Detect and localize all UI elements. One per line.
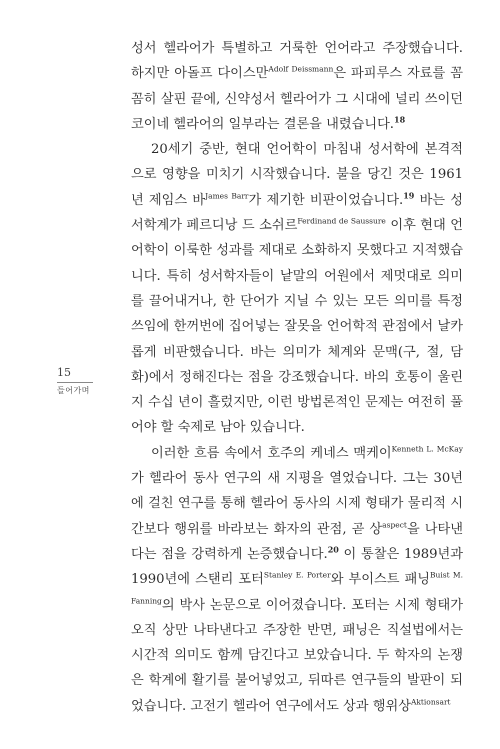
original-term: Buist M. Fanning [131, 570, 463, 606]
footnote-ref: 18 [394, 114, 406, 125]
original-term: Stanley E. Porter [263, 570, 331, 580]
original-term: Ferdinand de Saussure [297, 216, 386, 226]
paragraph [131, 137, 463, 441]
text-run: 의 박사 논문으로 이어졌습니다. 포터는 시제 형태가 오직 상만 나타낸다고 주장한 반면, 패닝은 직설법에서는 시간적 의미도 함께 담긴다고 보았습니다. 두 학자의 논쟁은 학계에 활기를 불어넣었고, 뒤따른 연구들의 발판이 되었습니다. 고전기 헬라어 연구에서도 상과 행위상 [131, 597, 463, 714]
text-run: 바는 성서학계가 페르디낭 드 소쉬르 [131, 192, 463, 234]
text-run: 성서 헬라어가 특별하고 거룩한 언어라고 주장했습니다. 하지만 아돌프 다이스만 [131, 41, 463, 82]
original-term: James Barr [205, 191, 249, 201]
original-term: Kenneth L. McKay [391, 444, 463, 454]
text-run: 와 부이스트 패닝 [330, 572, 431, 588]
text-run: 이 통찰은 1989년과 1990년에 스탠리 포터 [131, 546, 463, 588]
margin-rule [57, 382, 93, 383]
footnote-ref: 19 [403, 190, 415, 201]
text-run: 이후 현대 언어학이 이룩한 성과를 제대로 소화하지 못했다고 지적했습니다. 특히 성서학자들이 낱말의 어원에서 제멋대로 의미를 끌어내거나, 한 단어가 지닐 수 있는 모든 의미를 특정 쓰임에 한꺼번에 집어넣는 잘못을 언어학적 관점에서 날카롭게 비판했습니다. 바는 의미가 체계와 문맥(구, 절, 담화)에서 정해진다는 점을 강조했습니다. 바의 호통이 울린 지 수십 년이 흘렀지만, 이런 방법론적인 문제는 여전히 풀어야 할 숙제로 남아 있습니다. [131, 218, 463, 436]
page-number: 15 [57, 366, 71, 379]
paragraph [131, 441, 463, 719]
text-run: 20세기 중반, 현대 언어학이 마침내 성서학에 본격적으로 영향을 미치기 시작했습니다. 불을 당긴 것은 1961년 제임스 바 [131, 142, 463, 208]
original-term: aspect [382, 520, 407, 530]
paragraph [131, 36, 463, 137]
original-term: Aktionsart [410, 697, 451, 707]
margin-note [57, 366, 97, 396]
text-run: 가 제기한 비판이었습니다. [248, 192, 404, 208]
text-run: 이러한 흐름 속에서 호주의 케네스 맥케이 [151, 445, 392, 461]
original-term: Adolf Deissmann [268, 64, 334, 74]
text-run: 은 파피루스 자료를 꼼꼼히 살핀 끝에, 신약성서 헬라어가 그 시대에 널리 쓰이던 코이네 헬라어의 일부라는 결론을 내렸습니다. [131, 66, 463, 132]
footnote-ref: 20 [327, 544, 339, 555]
section-label: 들어가며 [57, 386, 90, 395]
text-run: 을 나타낸다는 점을 강력하게 논증했습니다. [131, 521, 463, 562]
body-text [131, 36, 463, 719]
text-run: 가 헬라어 동사 연구의 새 지평을 열었습니다. 그는 30년에 걸친 연구를 통해 헬라어 동사의 시제 형태가 물리적 시간보다 행위를 바라보는 화자의 관점, 곧 상 [131, 471, 463, 537]
